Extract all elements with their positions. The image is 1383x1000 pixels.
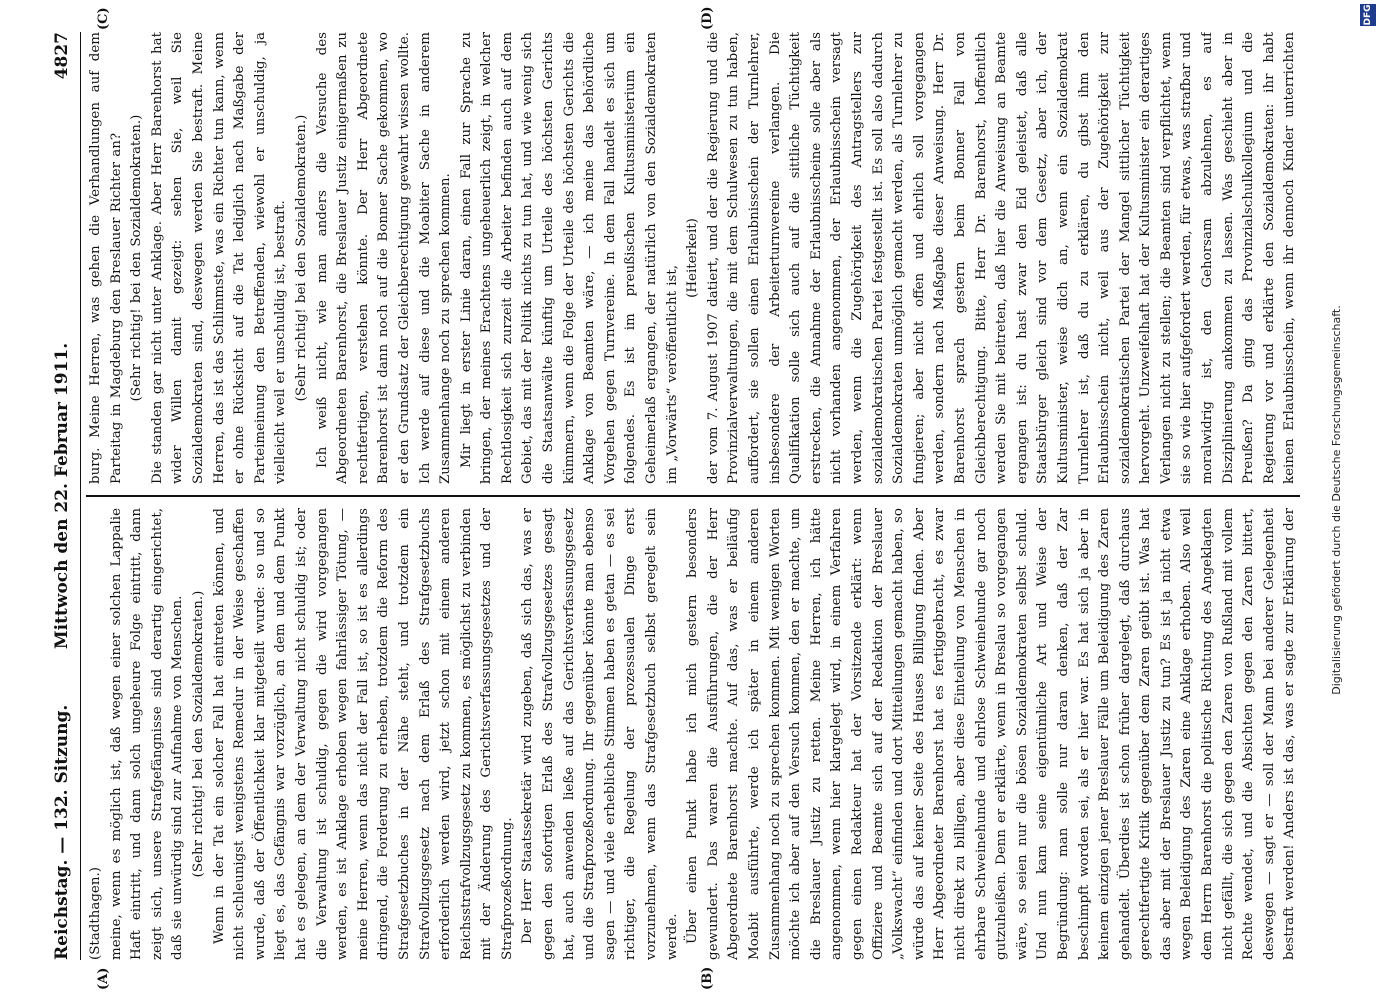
header-rule (80, 32, 81, 960)
interjection: (Sehr richtig! bei den Sozialdemokraten.) (190, 590, 206, 878)
right-text-column (86, 32, 1300, 484)
paragraph: der vom 7. August 1907 datiert, und der die Regierung und die Provinzialverwaltungen, die mit dem Schulwesen zu tun haben, auffordert, sie sollen einen Erlaubnisschein der Turnlehrer, insbesondere der Arbeiterturnvereine verlangen. Die Qualifikation solle sich auch auf die sittliche Tüchtigkeit erstrecken, die Annahme der Erlaubnisscheine solle aber als nicht vorhanden angenommen, der Erlaubnisschein versagt werden, wenn die Zugehörigkeit des Antragstellers zur sozialdemokratischen Partei festgestellt ist. Es soll also dadurch Sozialdemokraten unmöglich gemacht werden, als Turnlehrer zu fungieren; aber nicht offen und ehrlich soll vorgegangen werden, sondern nach Maßgabe dieser Anweisung. Herr Dr. Barenhorst sprach gestern beim Bonner Fall von Gleichberechtigung. Bitte, Herr Dr. Barenhorst, hoffentlich werden Sie mit beitreten, daß hier die Anweisung an Beamte ergangen ist: du hast zwar den Eid geleistet, daß alle Staatsbürger gleich sind vor dem Gesetz, aber ich, der Kultusminister, weise dich an, wenn ein Sozialdemokrat Turnlehrer ist, daß du zu erklären, du gibst ihm den Erlaubnisschein nicht, weil aus der Zugehörigkeit zur sozialdemokratischen Partei der Mangel sittlicher Tüchtigkeit hervorgeht. Unzweifelhaft hat der Kultusminister ein derartiges Verlangen nicht zu stellen; die Beamten sind verpflichtet, wenn sie so wie hier aufgefordert werden, für etwas, was strafbar und moralwidrig ist, den Gehorsam abzulehnen, es auf Disziplinierung ankommen zu lassen. Was geschieht aber in Preußen? Da ging das Provinzialschulkollegium und die Regierung vor und erklärte den Sozialdemokraten: ihr habt keinen Erlaubnisschein, wenn ihr dennoch Kinder unterrichten (705, 32, 1298, 484)
paragraph: Mir liegt in erster Linie daran, einen Fall zur Sprache zu bringen, der meines Erachtens ungeheuerlich zeigt, in welcher Rechtlosigkeit sich zurzeit die Arbeiter befinden auch auf dem Gebiet, das mit der Politik nichts zu tun hat, und wie wenig sich die Staatsanwälte künftig um Urteile des höchsten Gerichts kümmern, wenn die Folge der Urteile des höchsten Gerichts die Anklage von Beamten wäre, — ich meine das behördliche Vorgehen gegen Turnvereine. In dem Fall handelt es sich um folgendes. Es ist im preußischen Kultusministerium ein Geheimerlaß ergangen, der natürlich von den Sozialdemokraten im „Vorwärts“ veröffentlicht ist, (458, 32, 680, 484)
paragraph: (Stadthagen.) (88, 867, 103, 960)
paragraph: Die standen gar nicht unter Anklage. Aber Herr Barenhorst hat wider Willen damit gezeigt: sehen Sie, weil Sie Sozialdemokraten sind, deswegen werden Sie bestraft. Meine Herren, das ist das Schlimmste, was ein Richter tun kann, wenn er ohne Rücksicht auf die Tat lediglich nach Maßgabe der Parteimeinung den Betreffenden, wiewohl er unschuldig, ja vielleicht weil er unschuldig ist, bestraft. (149, 32, 289, 484)
paragraph: Wenn in der Tat ein solcher Fall hat eintreten können, und nicht schleunigst wenigstens Remedur in der Weise geschaffen wurde, daß der Öffentlichkeit klar mitgeteilt wurde: so und so liegt es, das Gefängnis war vorzüglich, an dem und dem Punkt hat es gelegen, an dem der Verwaltung nicht schuldig ist; oder die Verwaltung ist schuldig, gegen die wird vorgegangen werden, es ist Anklage erhoben wegen fahrlässiger Tötung, — meine Herren, wenn das nicht der Fall ist, so ist es allerdings dringend, die Forderung zu erheben, trotzdem die Reform des Strafgesetzbuches in der Nähe steht, und trotzdem ein Strafvollzugsgesetz nach dem Erlaß des Strafgesetzbuchs erforderlich werden wird, jetzt schon mit einem anderen Reichsstrafvollzugsgesetz zu kommen, es möglichst zu verbinden mit der Änderung des Gerichtsverfassungsgesetzes und der Strafprozeßordnung. (211, 508, 515, 960)
interjection: (Sehr richtig! bei den Sozialdemokraten.) (293, 114, 309, 402)
paragraph: meine, wenn es möglich ist, daß wegen einer solchen Lappalie Haft eintritt, und dann solch ungeheure Folge eintritt, dann zeigt sich, unsere Strafgefängnisse sind derartig eingerichtet, daß sie unwürdig sind zur Aufnahme von Menschen. (108, 508, 186, 960)
margin-marker-c: (C) (96, 7, 111, 30)
paragraph: Der Herr Staatssekretär wird zugeben, daß sich das, was er gegen den sofortigen Erlaß des Strafvollzugsgesetzes gesagt hat, auch anwenden ließe auf das Gerichtsverfassungsgesetz und die Strafprozeßordnung. Ihr gegenüber könnte man ebenso sagen — und viele erhebliche Stimmen haben es getan — es sei richtiger, die Regelung der prozessualen Dinge erst vorzunehmen, wenn das Strafgesetzbuch selbst geregelt sein werde. (520, 508, 680, 960)
header-session: Reichstag. — 132. Sitzung. (52, 704, 72, 960)
page-header (52, 32, 76, 960)
margin-marker-a: (A) (96, 967, 111, 990)
paragraph: burg. Meine Herren, was gehen die Verhandlungen auf dem Parteitag in Magdeburg den Breslauer Richter an? (88, 32, 124, 484)
interjection: (Heiterkeit) (685, 218, 701, 298)
paragraph: Ich weiß nicht, wie man anders die Versuche des Abgeordneten Barenhorst, die Breslauer Justiz einigermaßen zu rechtfertigen, verstehen könnte. Der Herr Abgeordnete Barenhorst ist dann noch auf die Bonner Sache gekommen, wo er den Grundsatz der Gleichberechtigung gewahrt wissen wollte. Ich werde auf diese und die Moabiter Sache in anderem Zusammenhange noch zu sprechen kommen. (314, 32, 454, 484)
digitization-credit: Digitalisierung gefördert durch die Deutsche Forschungsgemeinschaft. (1330, 305, 1343, 695)
paragraph: Über einen Punkt habe ich mich gestern besonders gewundert. Das waren die Ausführungen, die der Herr Abgeordnete Barenhorst machte. Auf das, was er beiläufig Moabit ausführte, werde ich später in einem anderen Zusammenhang noch zu sprechen kommen. Mit wenigen Worten möchte ich aber auf den Versuch kommen, den er machte, um die Breslauer Justiz zu retten. Meine Herren, ich hätte angenommen, wenn hier klargelegt wird, in einem Verfahren gegen einen Redakteur hat der Vorsitzende erklärt: wenn Offiziere und Beamte sich auf der Redaktion der Breslauer „Volkswacht“ einfinden und dort Mitteilungen gemacht haben, so würde das auf keiner Seite des Hauses Billigung finden. Aber Herr Abgeordneter Barenhorst hat es fertiggebracht, es zwar nicht direkt zu billigen, aber diese Einteilung von Menschen in ehrbare Schweinehunde und ehrlose Schweinehunde gar noch gutzuheißen. Denn er erklärte, wenn in Breslau so vorgegangen wäre, so seien nur die bösen Sozialdemokraten selbst schuld. Und nun kam seine eigentümliche Art und Weise der Begründung: man solle nur daran denken, daß der Zar beschimpft worden sei, als er hier war. Es hat sich ja aber in keinem einzigen jener Breslauer Fälle um Beleidigung des Zaren gehandelt. Überdies ist schon früher dargelegt, daß durchaus gerechtfertigte Kritik gegenüber dem Zaren geübt ist. Was hat das aber mit der Breslauer Justiz zu tun? Es ist ja nicht etwa wegen Beleidigung des Zaren eine Anklage erhoben. Also weil dem Herrn Barenhorst die politische Richtung des Angeklagten nicht gefällt, die sich gegen den Zaren von Rußland mit vollem Rechte wendet, und die Absichten gegen den Zaren bittert, deswegen — sagt er — soll der Mann bei anderer Gelegenheit bestraft werden! Anders ist das, was er sagte zur Erklärung der (685, 508, 1298, 960)
margin-marker-d: (D) (700, 6, 715, 30)
page-number: 4827 (52, 32, 72, 80)
left-text-column (86, 508, 1300, 960)
column-divider (86, 495, 1300, 497)
header-date: Mittwoch den 22. Februar 1911. (52, 342, 72, 650)
interjection: (Sehr richtig! bei den Sozialdemokraten.) (129, 114, 145, 402)
margin-marker-b: (B) (700, 966, 715, 990)
dfg-logo: DFG (1360, 4, 1376, 26)
